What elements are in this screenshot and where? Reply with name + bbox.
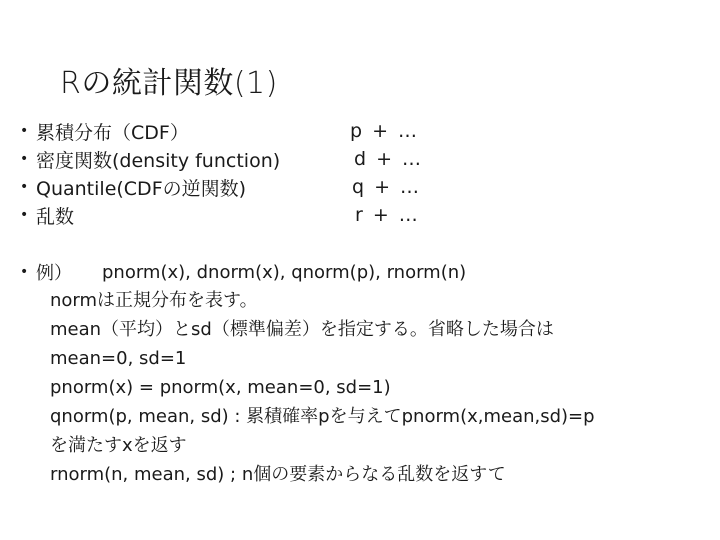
example-line: normは正規分布を表す。: [50, 290, 258, 311]
list-item: [20, 145, 280, 173]
example-label: 例）: [36, 263, 72, 284]
list-item: [20, 173, 246, 201]
bullet-icon: •: [20, 123, 29, 139]
list-item-text: 密度関数(density function): [36, 149, 281, 172]
function-prefix: r + …: [355, 204, 420, 226]
example-line: rnorm(n, mean, sd) ; n個の要素からなる乱数を返すて: [50, 464, 506, 485]
bullet-icon: •: [20, 151, 29, 167]
example-line: pnorm(x) = pnorm(x, mean=0, sd=1): [50, 377, 391, 398]
example-head: [20, 258, 595, 286]
list-item: [20, 117, 189, 145]
slide-title: Rの統計関数(1): [60, 66, 278, 101]
bullet-icon: •: [20, 264, 29, 280]
function-prefix: d + …: [354, 148, 424, 170]
list-item-text: Quantile(CDFの逆関数): [36, 177, 247, 200]
example-line: mean（平均）とsd（標準偏差）を指定する。省略した場合は: [50, 319, 554, 340]
function-prefix: q + …: [352, 176, 422, 198]
bullet-icon: •: [20, 207, 29, 223]
list-item-text: 累積分布（CDF）: [36, 121, 189, 144]
list-item-text: 乱数: [36, 205, 75, 228]
bullet-icon: •: [20, 179, 29, 195]
example-line: qnorm(p, mean, sd) : 累積確率pを与えてpnorm(x,mean,sd)=p: [50, 406, 595, 427]
example-line: を満たすxを返す: [50, 435, 187, 456]
function-prefix: p + …: [350, 120, 420, 142]
example-block: [20, 258, 595, 489]
example-headline: pnorm(x), dnorm(x), qnorm(p), rnorm(n): [102, 261, 467, 283]
example-line: mean=0, sd=1: [50, 348, 187, 369]
list-item: [20, 201, 74, 229]
